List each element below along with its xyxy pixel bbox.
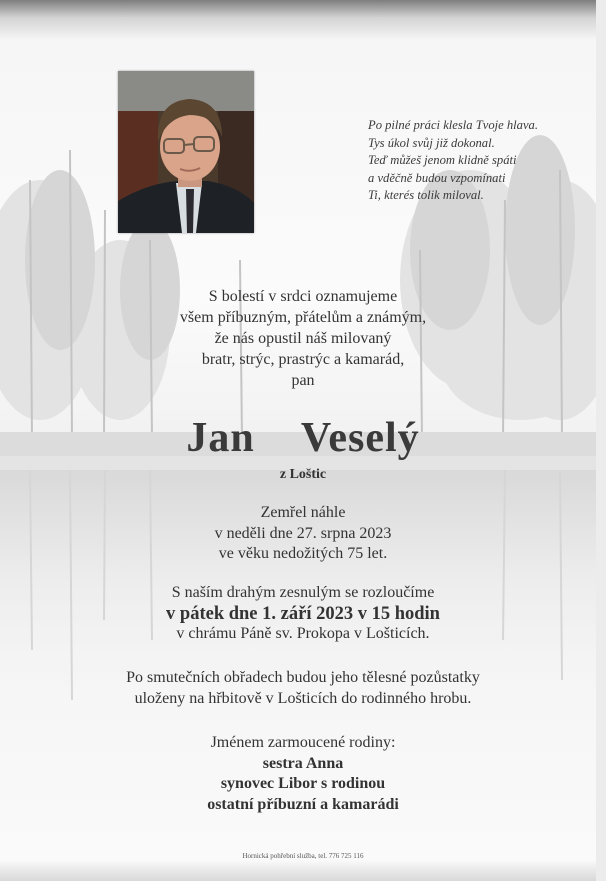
funeral-intro: S naším drahým zesnulým se rozloučíme (171, 584, 435, 601)
poem-line: Po pilné práci klesla Tvoje hlava. (368, 118, 538, 132)
family-intro: Jménem zarmoucené rodiny: (210, 734, 396, 751)
family-member: sestra Anna (262, 754, 344, 772)
poem-line: Tys úkol svůj již dokonal. (368, 135, 495, 150)
poem-line: Ti, kterés tolik miloval. (368, 188, 484, 203)
funeral-info (0, 583, 606, 645)
deceased-origin: z Loštic (279, 467, 327, 482)
portrait-photo (118, 71, 254, 233)
poem-line: Teď můžeš jenom klidně spáti (368, 153, 517, 168)
burial-line: uloženy na hřbitově v Lošticích do rodinného hrobu. (134, 689, 472, 707)
intro-line: všem příbuzným, přátelům a známým, (179, 309, 427, 326)
death-line: Zemřel náhle (260, 504, 346, 521)
funeral-date: v pátek dne 1. září 2023 v 15 hodin (166, 603, 440, 624)
announcement-intro (0, 286, 606, 391)
death-line: v neděli dne 27. srpna 2023 (214, 524, 392, 542)
deceased-name: Jan Veselý (186, 415, 420, 461)
intro-line: S bolestí v srdci oznamujeme (208, 288, 398, 305)
burial-info (0, 668, 606, 709)
family-signature (0, 733, 606, 815)
funeral-service-footer: Hornická pohřební služba, tel. 776 725 116 (242, 852, 364, 860)
burial-line: Po smutečních obřadech budou jeho tělesné pozůstatky (126, 669, 480, 686)
death-info (0, 503, 606, 565)
poem-line: a vděčně budou vzpomínati (368, 170, 506, 185)
family-member: synovec Libor s rodinou (220, 775, 386, 792)
family-member: ostatní příbuzní a kamarádi (207, 795, 399, 813)
intro-line: pan (291, 372, 315, 389)
poem (368, 117, 538, 205)
intro-line: bratr, strýc, prastrýc a kamarád, (201, 351, 405, 368)
death-line: ve věku nedožitých 75 let. (218, 545, 388, 562)
funeral-place: v chrámu Páně sv. Prokopa v Lošticích. (176, 625, 430, 642)
intro-line: že nás opustil náš milovaný (214, 330, 392, 347)
